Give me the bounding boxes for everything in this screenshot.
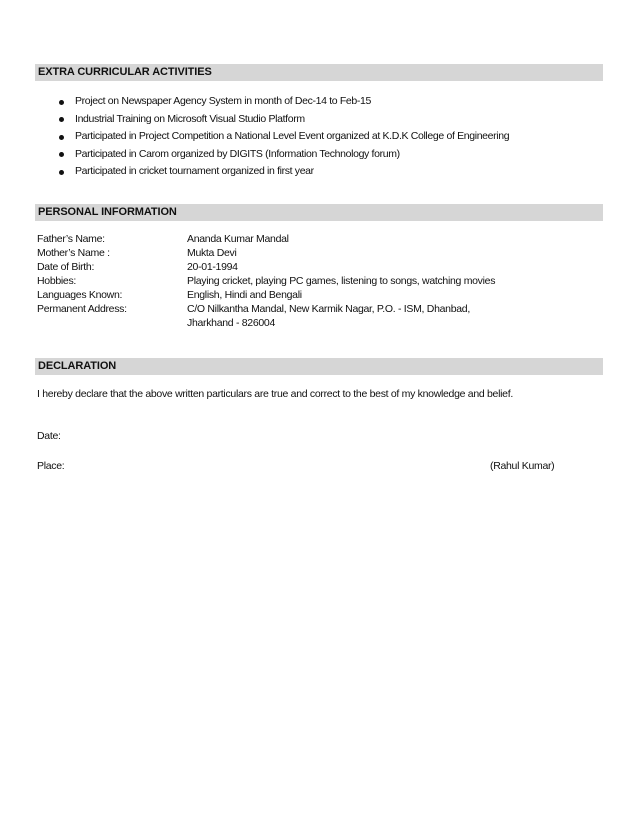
info-label: Permanent Address: — [37, 303, 127, 315]
declaration-text: I hereby declare that the above written particulars are true and correct to the best of my knowledge and belief. — [37, 388, 513, 400]
extra-curricular-heading: EXTRA CURRICULAR ACTIVITIES — [35, 64, 603, 81]
info-label: Date of Birth: — [37, 261, 95, 273]
list-item-text: Project on Newspaper Agency System in month of Dec-14 to Feb-15 — [75, 95, 372, 107]
date-label: Date: — [37, 430, 61, 442]
info-value: Playing cricket, playing PC games, listening to songs, watching movies — [187, 275, 496, 287]
info-value: 20-01-1994 — [187, 261, 238, 273]
signature-name: (Rahul Kumar) — [490, 460, 555, 472]
list-item-text: Participated in Project Competition a National Level Event organized at K.D.K College of Engineering — [75, 130, 510, 143]
info-value: English, Hindi and Bengali — [187, 289, 302, 301]
place-label: Place: — [37, 460, 65, 472]
bullet-icon — [59, 170, 64, 175]
info-label: Languages Known: — [37, 289, 123, 301]
list-item — [57, 93, 509, 111]
list-item — [57, 128, 509, 146]
bullet-icon — [59, 117, 64, 122]
list-item-text: Participated in cricket tournament organized in first year — [75, 165, 314, 178]
bullet-icon — [59, 135, 64, 140]
declaration-heading: DECLARATION — [35, 358, 603, 375]
info-value: Mukta Devi — [187, 247, 237, 259]
info-value: Ananda Kumar Mandal — [187, 233, 289, 245]
list-item-text: Industrial Training on Microsoft Visual Studio Platform — [75, 112, 305, 125]
personal-info-heading: PERSONAL INFORMATION — [35, 204, 603, 221]
list-item-text: Participated in Carom organized by DIGITS (Information Technology forum) — [75, 147, 400, 160]
bullet-icon — [59, 152, 64, 157]
list-item — [57, 163, 509, 181]
bullet-icon — [59, 100, 64, 105]
info-label: Father’s Name: — [37, 233, 105, 245]
extra-curricular-list — [57, 93, 509, 181]
list-item — [57, 146, 509, 164]
info-value — [187, 302, 470, 330]
address-line-1: C/O Nilkantha Mandal, New Karmik Nagar, P.O. - ISM, Dhanbad, — [187, 303, 470, 315]
info-label: Hobbies: — [37, 275, 77, 287]
list-item — [57, 111, 509, 129]
address-line-2: Jharkhand - 826004 — [187, 317, 276, 329]
info-label: Mother’s Name : — [37, 247, 110, 259]
